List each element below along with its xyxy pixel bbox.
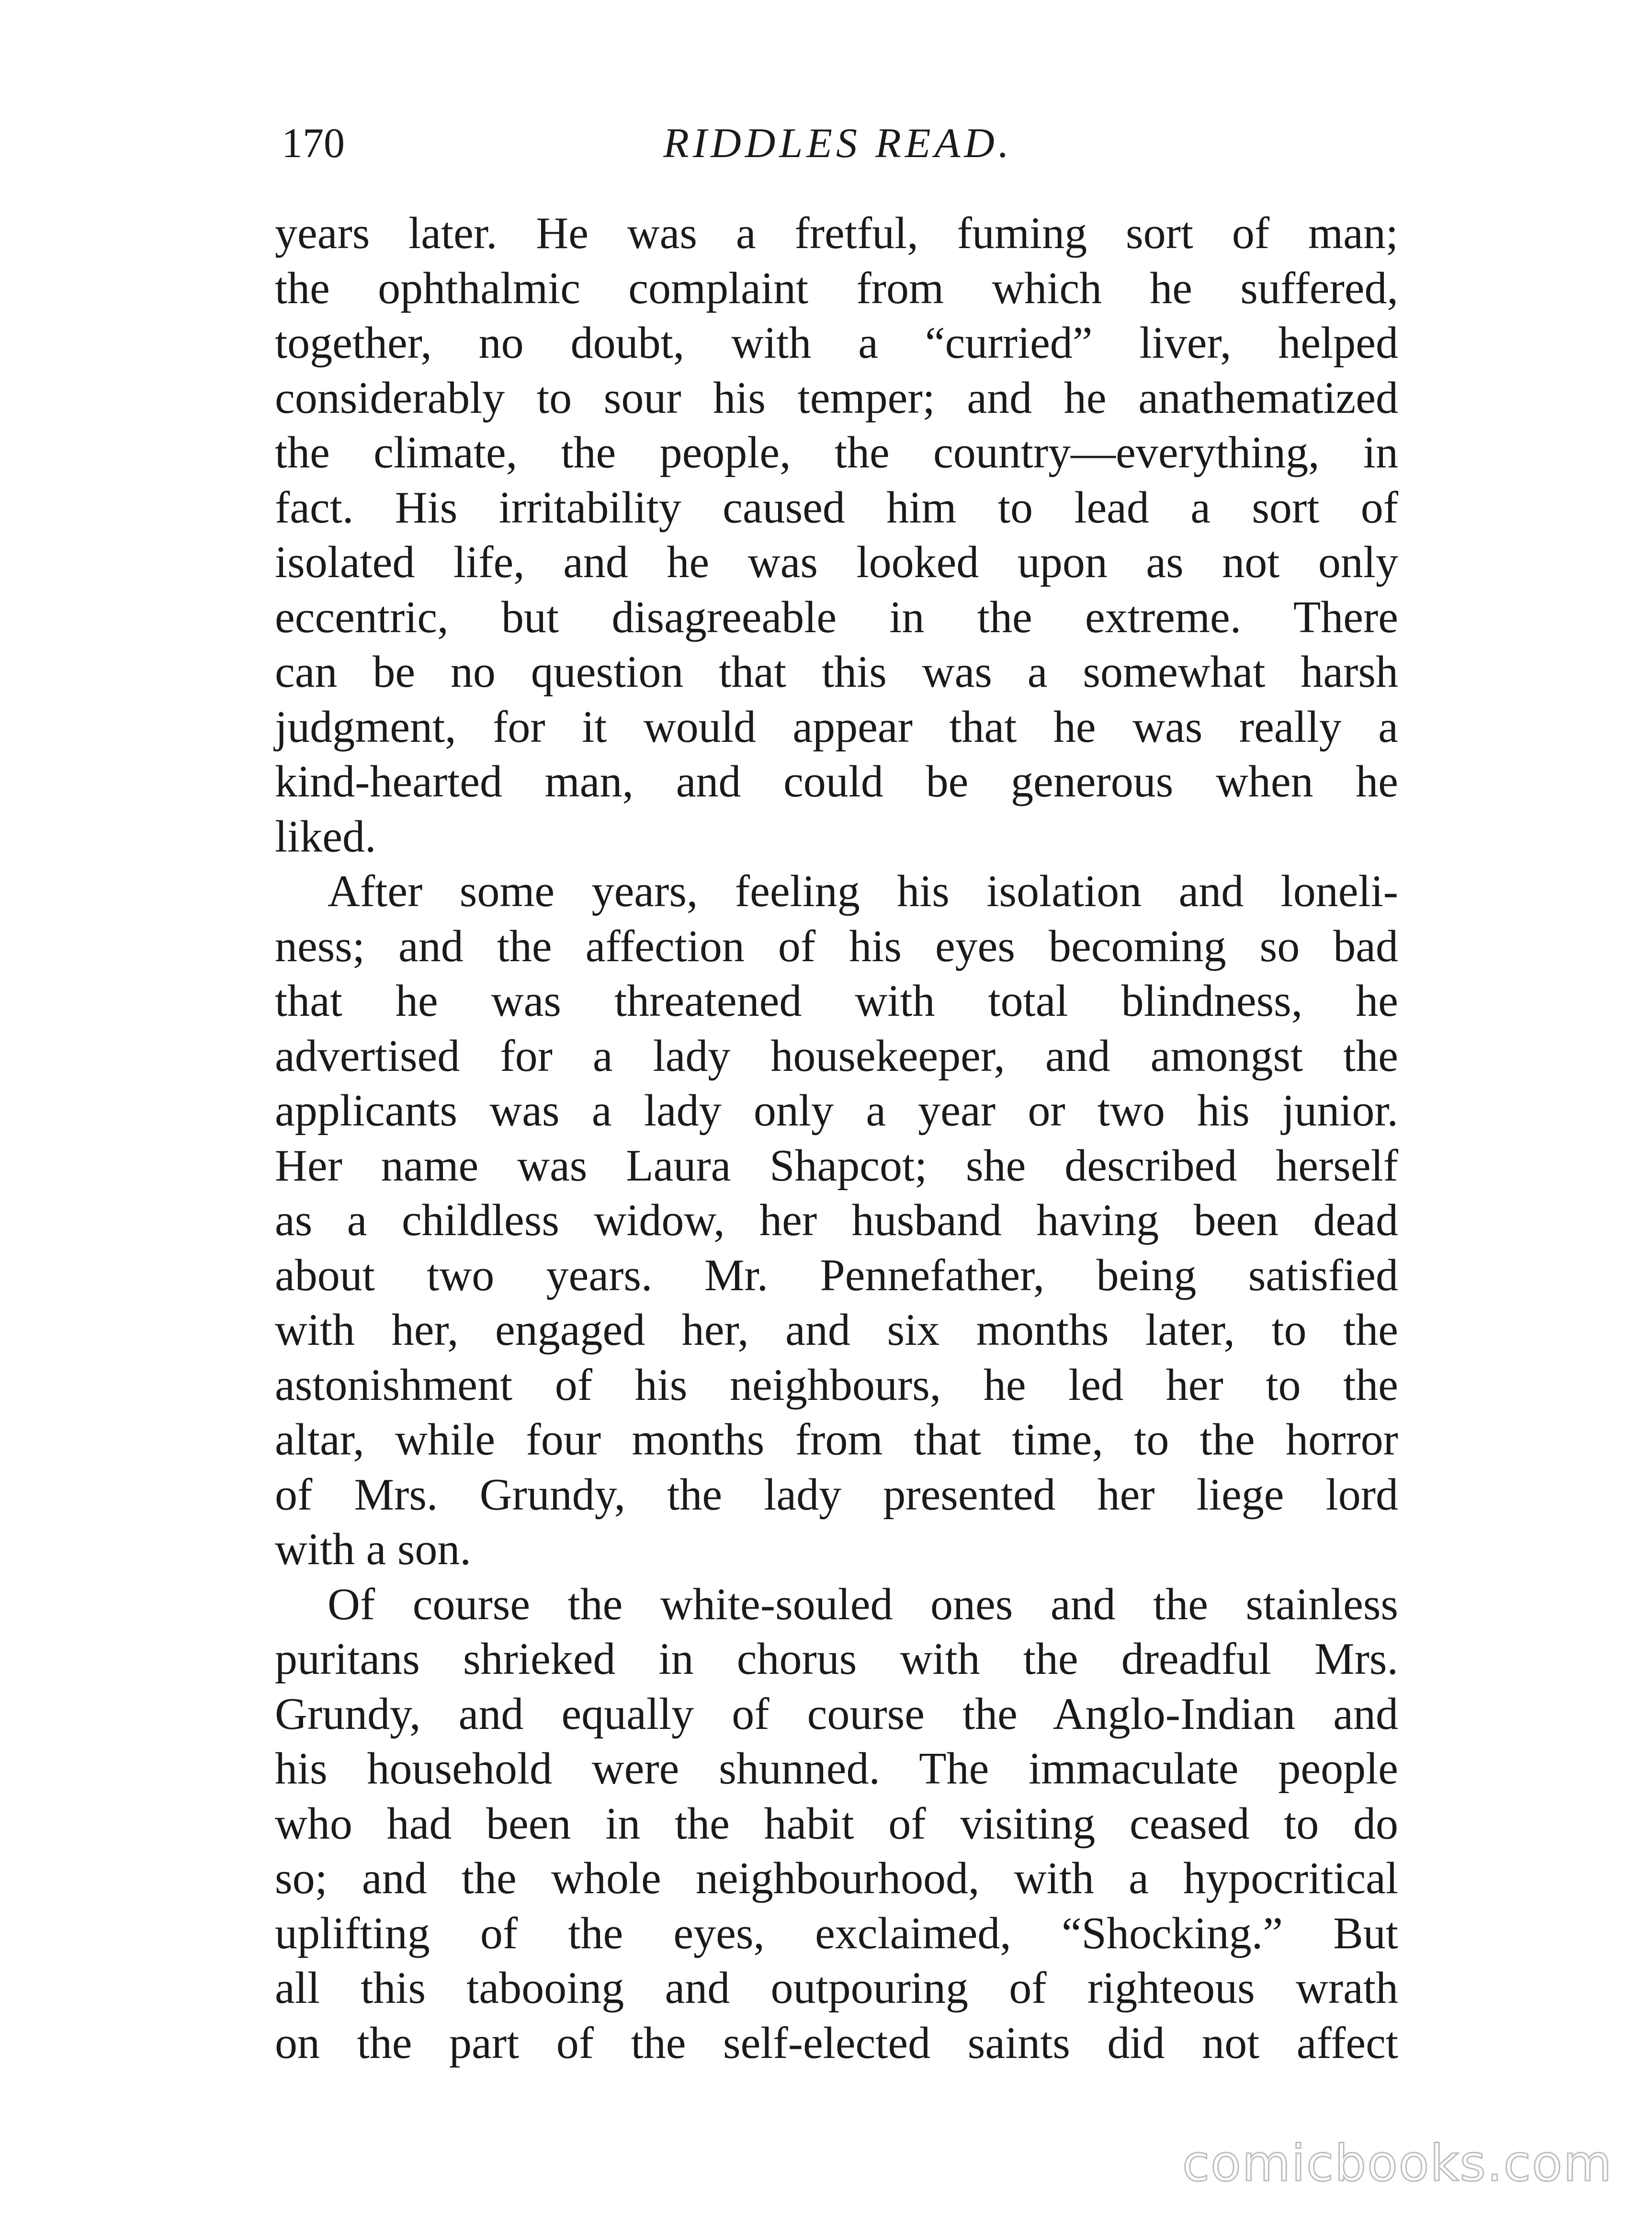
text-line: eccentric, but disagreeable in the extreme. There <box>275 592 1398 642</box>
text-line: who had been in the habit of visiting ceased to do <box>275 1798 1398 1849</box>
text-line: puritans shrieked in chorus with the dreadful Mrs. <box>275 1634 1398 1684</box>
text-line: the climate, the people, the country—everything, in <box>275 428 1398 477</box>
text-line: Her name was Laura Shapcot; she described herself <box>275 1140 1398 1191</box>
text-line: isolated life, and he was looked upon as not only <box>275 537 1398 587</box>
page-number: 170 <box>282 120 345 167</box>
text-line: his household were shunned. The immaculate people <box>275 1744 1398 1794</box>
text-line: all this tabooing and outpouring of righteous wrath <box>275 1963 1398 2013</box>
text-line: judgment, for it would appear that he was really a <box>275 702 1398 752</box>
text-line: considerably to sour his temper; and he anathematized <box>275 373 1398 423</box>
text-line: so; and the whole neighbourhood, with a hypocritical <box>275 1853 1398 1903</box>
text-line: fact. His irritability caused him to lead a sort of <box>275 482 1398 533</box>
text-line: advertised for a lady housekeeper, and amongst the <box>275 1031 1398 1081</box>
body-text <box>275 206 1398 2070</box>
running-title: RIDDLES READ. <box>663 120 1013 167</box>
running-head <box>273 110 1403 177</box>
text-line: years later. He was a fretful, fuming sort of man; <box>275 208 1398 258</box>
text-line: altar, while four months from that time, to the horror <box>275 1415 1398 1465</box>
text-line: Of course the white-souled ones and the stainless <box>328 1579 1398 1629</box>
text-line: After some years, feeling his isolation and loneli- <box>328 866 1398 916</box>
text-line: with a son. <box>275 1524 471 1574</box>
text-line: applicants was a lady only a year or two his junior. <box>275 1086 1398 1136</box>
text-line: Grundy, and equally of course the Anglo-Indian and <box>275 1689 1398 1739</box>
text-line: that he was threatened with total blindness, he <box>275 976 1398 1026</box>
text-line: of Mrs. Grundy, the lady presented her liege lord <box>275 1469 1398 1520</box>
text-line: ness; and the affection of his eyes becoming so bad <box>275 921 1398 971</box>
text-line: on the part of the self-elected saints did not affect <box>275 2018 1398 2068</box>
text-line: about two years. Mr. Pennefather, being satisfied <box>275 1250 1398 1300</box>
site-watermark: comicbooks.com <box>1182 2134 1613 2193</box>
text-line: uplifting of the eyes, exclaimed, “Shocking.” But <box>275 1908 1398 1958</box>
text-line: can be no question that this was a somewhat harsh <box>275 647 1398 697</box>
text-line: the ophthalmic complaint from which he suffered, <box>275 263 1398 313</box>
text-line: kind-hearted man, and could be generous when he <box>275 757 1398 807</box>
text-line: astonishment of his neighbours, he led her to the <box>275 1360 1398 1410</box>
text-line: together, no doubt, with a “curried” liver, helped <box>275 318 1398 368</box>
text-line: liked. <box>275 811 376 862</box>
text-line: with her, engaged her, and six months later, to the <box>275 1305 1398 1355</box>
text-line: as a childless widow, her husband having been dead <box>275 1195 1398 1245</box>
